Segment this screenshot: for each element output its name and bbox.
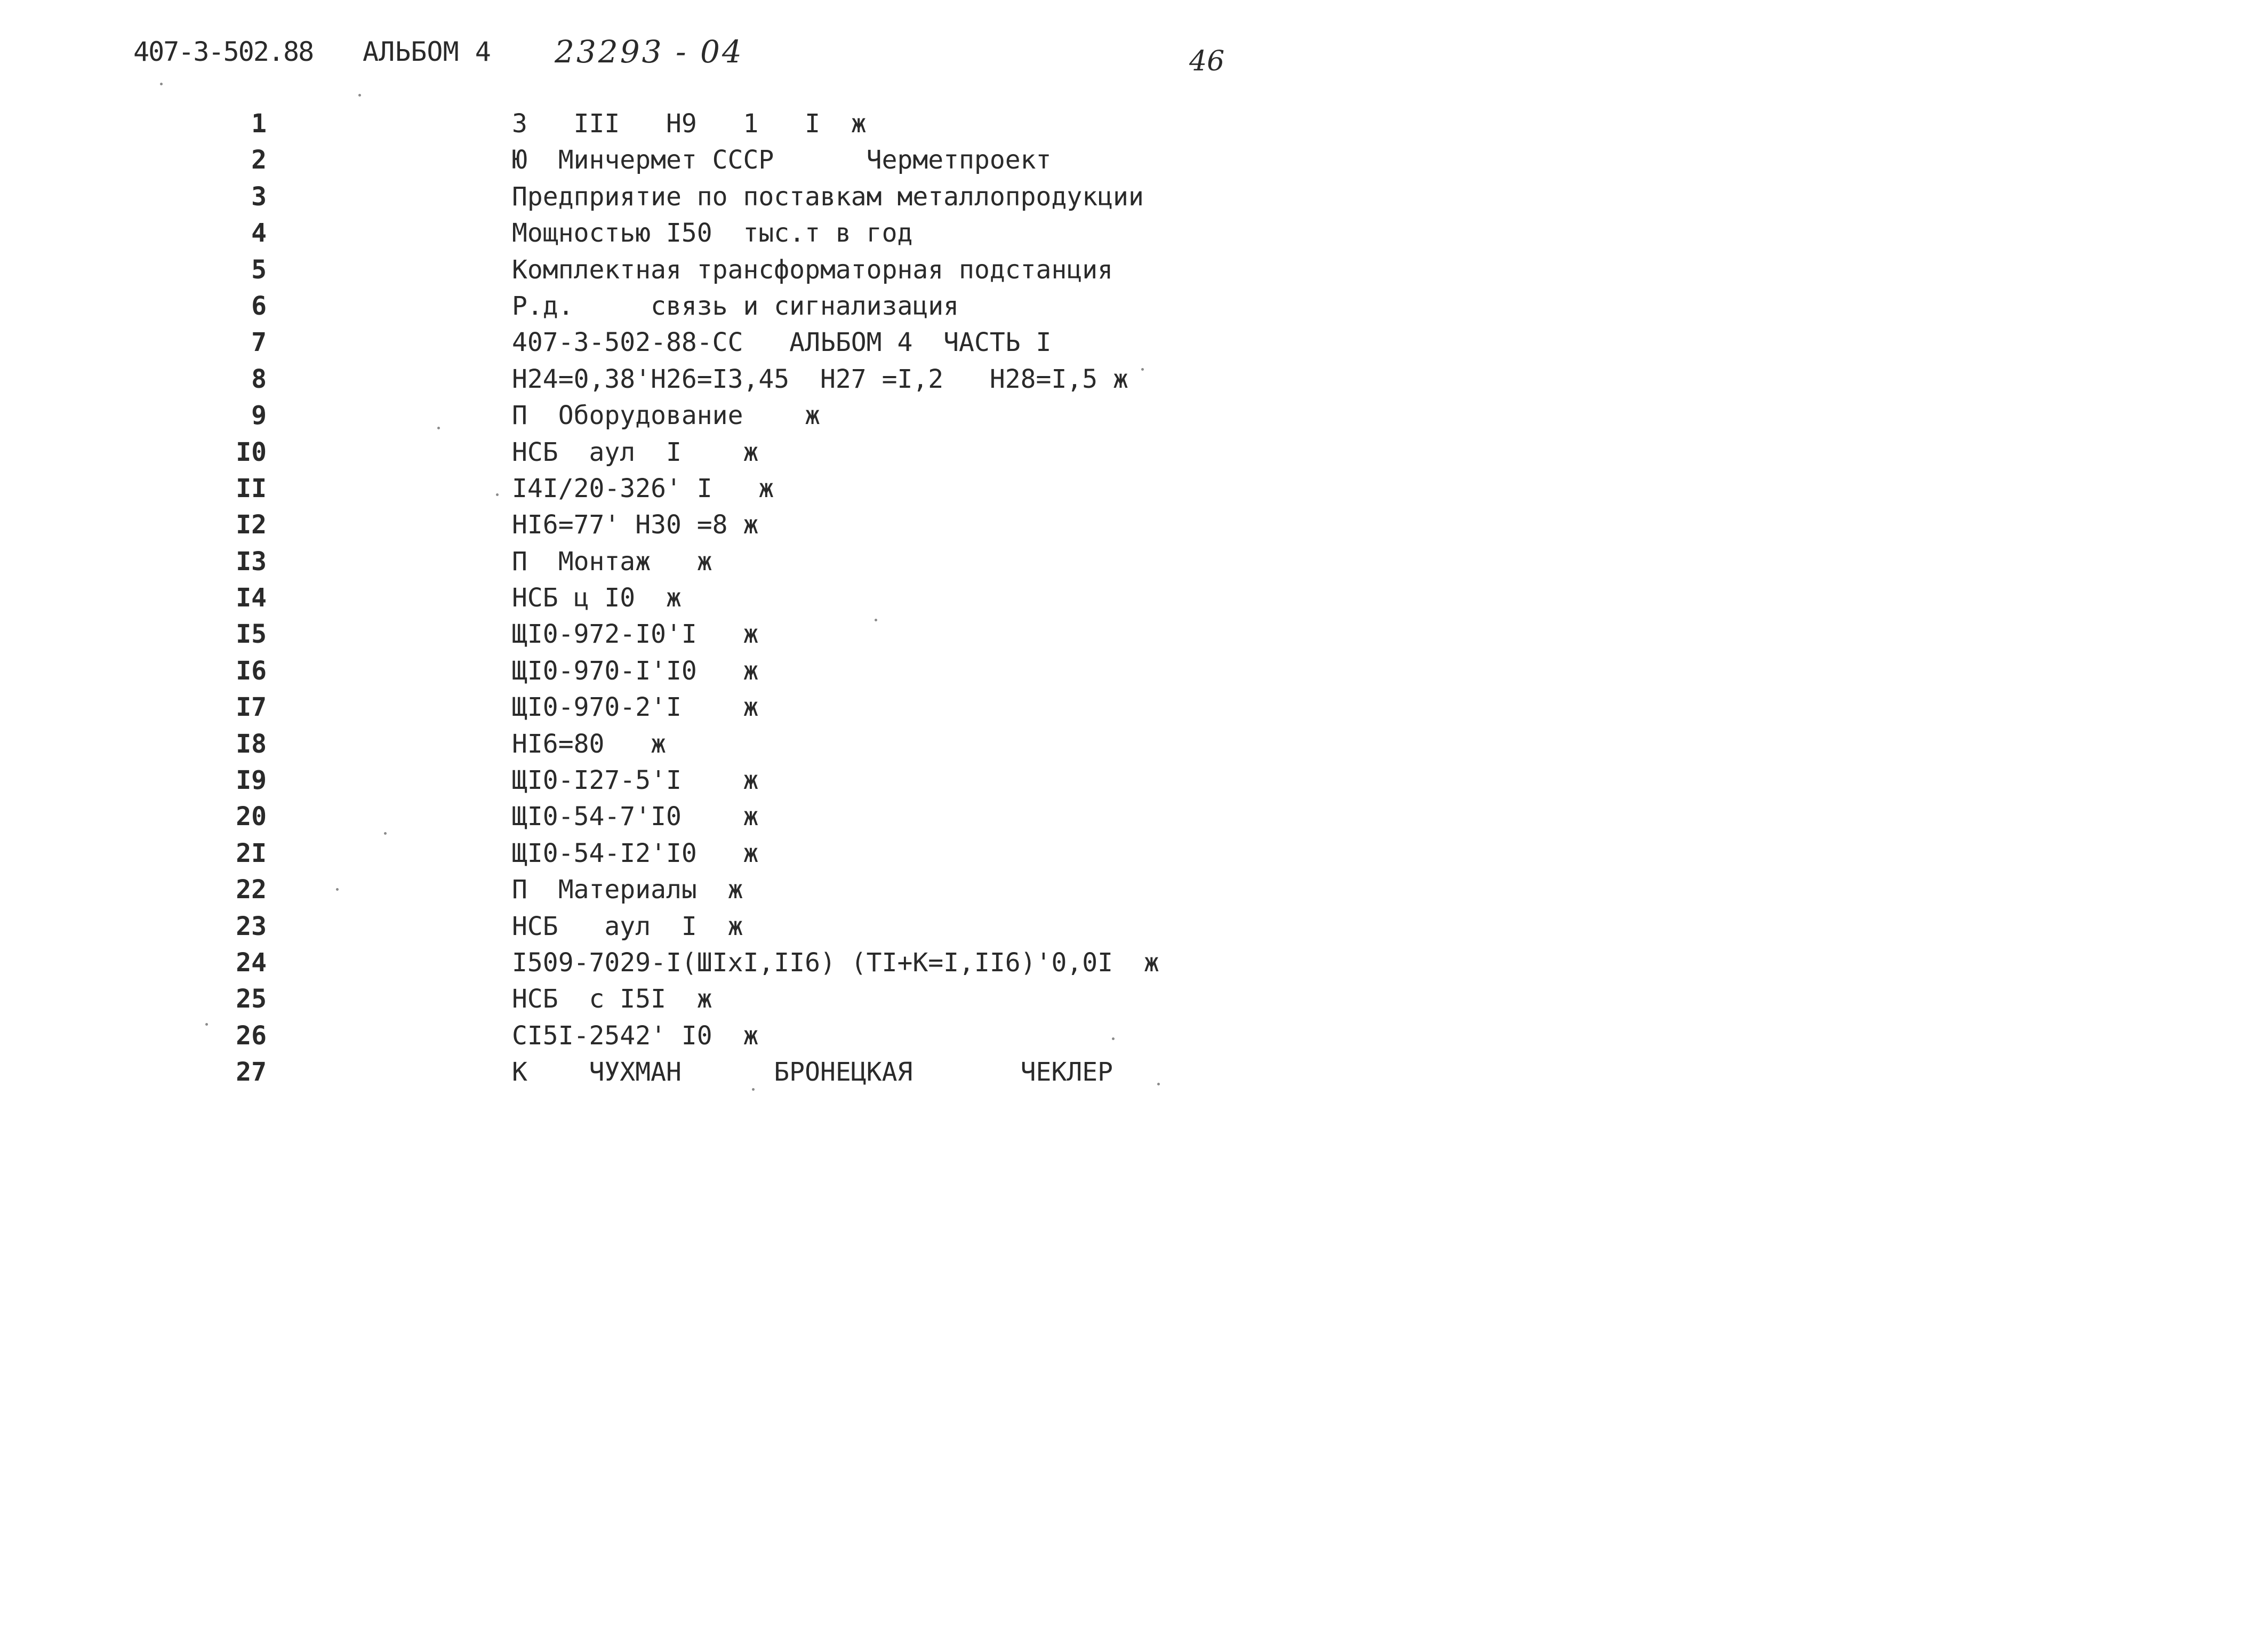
- line-row-2: [0, 142, 1227, 178]
- scan-speck: [205, 1023, 208, 1026]
- scan-speck: [1157, 1083, 1160, 1085]
- line-text: 407-3-502-88-СС АЛЬБОМ 4 ЧАСТЬ I: [512, 327, 1052, 358]
- line-text: ЩI0-I27-5'I ж: [512, 765, 759, 796]
- line-row-16: [0, 653, 1227, 689]
- line-number: 7: [251, 327, 267, 358]
- line-number: 20: [236, 802, 267, 832]
- scan-speck: [160, 83, 163, 85]
- line-number: 25: [236, 984, 267, 1014]
- line-number: 2: [251, 145, 267, 175]
- line-number: I3: [236, 546, 267, 577]
- line-text: ЩI0-972-I0'I ж: [512, 619, 759, 650]
- line-number: I7: [236, 692, 267, 723]
- line-text: ЩI0-970-2'I ж: [512, 692, 759, 723]
- line-number: 6: [251, 291, 267, 321]
- document-code: 407-3-502.88: [133, 36, 314, 67]
- line-text: I509-7029-I(ШIхI,II6) (ТI+К=I,II6)'0,0I ж: [512, 947, 1159, 978]
- line-text: НСБ аул I ж: [512, 911, 743, 941]
- line-row-21: [0, 835, 1227, 872]
- line-row-23: [0, 908, 1227, 945]
- scan-speck: [384, 832, 387, 835]
- line-text: П Оборудование ж: [512, 401, 820, 431]
- line-number: I9: [236, 765, 267, 796]
- line-row-12: [0, 507, 1227, 543]
- line-number: I6: [236, 656, 267, 686]
- handwritten-page-number: 46: [1189, 45, 1225, 77]
- scan-speck: [752, 1088, 755, 1091]
- line-number: I0: [236, 437, 267, 467]
- line-row-25: [0, 981, 1227, 1017]
- scan-speck: [1112, 1037, 1115, 1040]
- line-text: 3 III Н9 1 I ж: [512, 109, 867, 139]
- line-text: ЩI0-970-I'I0 ж: [512, 656, 759, 686]
- line-number: 8: [251, 364, 267, 394]
- line-number: II: [236, 473, 267, 504]
- line-number: 5: [251, 254, 267, 285]
- line-row-9: [0, 397, 1227, 434]
- line-number: 23: [236, 911, 267, 941]
- line-text: СI5I-2542' I0 ж: [512, 1020, 759, 1051]
- scan-speck: [875, 619, 877, 621]
- line-row-10: [0, 434, 1227, 470]
- line-text: НI6=80 ж: [512, 729, 666, 759]
- scan-speck: [496, 493, 499, 496]
- handwritten-inventory-number: 23293 - 04: [555, 34, 744, 70]
- line-text: НI6=77' Н30 =8 ж: [512, 510, 759, 540]
- line-row-4: [0, 215, 1227, 251]
- line-row-19: [0, 762, 1227, 798]
- line-text: Р.д. связь и сигнализация: [512, 291, 959, 321]
- line-row-20: [0, 798, 1227, 835]
- line-text: I4I/20-326' I ж: [512, 473, 774, 504]
- line-number: 26: [236, 1020, 267, 1051]
- line-row-18: [0, 726, 1227, 762]
- line-number: 3: [251, 181, 267, 212]
- line-number: 27: [236, 1057, 267, 1088]
- line-row-7: [0, 324, 1227, 361]
- line-row-15: [0, 616, 1227, 652]
- line-row-24: [0, 945, 1227, 981]
- line-text: К ЧУХМАН БРОНЕЦКАЯ ЧЕКЛЕР: [512, 1057, 1113, 1088]
- line-text: НСБ ц I0 ж: [512, 583, 682, 613]
- line-text: ЩI0-54-I2'I0 ж: [512, 838, 759, 868]
- line-number: 4: [251, 218, 267, 249]
- line-text: Мощностью I50 тыс.т в год: [512, 218, 913, 249]
- line-text: П Монтаж ж: [512, 546, 712, 577]
- scan-speck: [336, 888, 339, 891]
- line-number: I5: [236, 619, 267, 650]
- line-row-26: [0, 1018, 1227, 1054]
- line-row-22: [0, 872, 1227, 908]
- scan-speck: [358, 94, 361, 97]
- line-row-14: [0, 580, 1227, 616]
- line-row-13: [0, 544, 1227, 580]
- line-text: НСБ аул I ж: [512, 437, 759, 467]
- line-row-27: [0, 1054, 1227, 1090]
- line-number: 22: [236, 875, 267, 905]
- line-row-17: [0, 689, 1227, 725]
- line-row-6: [0, 288, 1227, 324]
- line-number: 2I: [236, 838, 267, 868]
- line-number: I4: [236, 583, 267, 613]
- line-number: 24: [236, 947, 267, 978]
- line-text: ЩI0-54-7'I0 ж: [512, 802, 759, 832]
- line-number: 9: [251, 401, 267, 431]
- line-text: П Материалы ж: [512, 875, 743, 905]
- numbered-line-list: [0, 106, 1227, 1091]
- line-number: 1: [251, 109, 267, 139]
- line-text: Ю Минчермет СССР Черметпроект: [512, 145, 1052, 175]
- line-text: Н24=0,38'Н26=I3,45 Н27 =I,2 Н28=I,5 ж: [512, 364, 1128, 394]
- line-row-8: [0, 361, 1227, 397]
- line-row-5: [0, 252, 1227, 288]
- line-row-3: [0, 179, 1227, 215]
- line-text: Комплектная трансформаторная подстанция: [512, 254, 1113, 285]
- line-row-1: [0, 106, 1227, 142]
- scan-speck: [1141, 368, 1144, 371]
- album-label: АЛЬБОМ 4: [363, 36, 491, 67]
- line-row-11: [0, 470, 1227, 507]
- line-number: I8: [236, 729, 267, 759]
- line-text: НСБ с I5I ж: [512, 984, 712, 1014]
- line-number: I2: [236, 510, 267, 540]
- line-text: Предприятие по поставкам металлопродукции: [512, 181, 1144, 212]
- scan-speck: [437, 427, 440, 429]
